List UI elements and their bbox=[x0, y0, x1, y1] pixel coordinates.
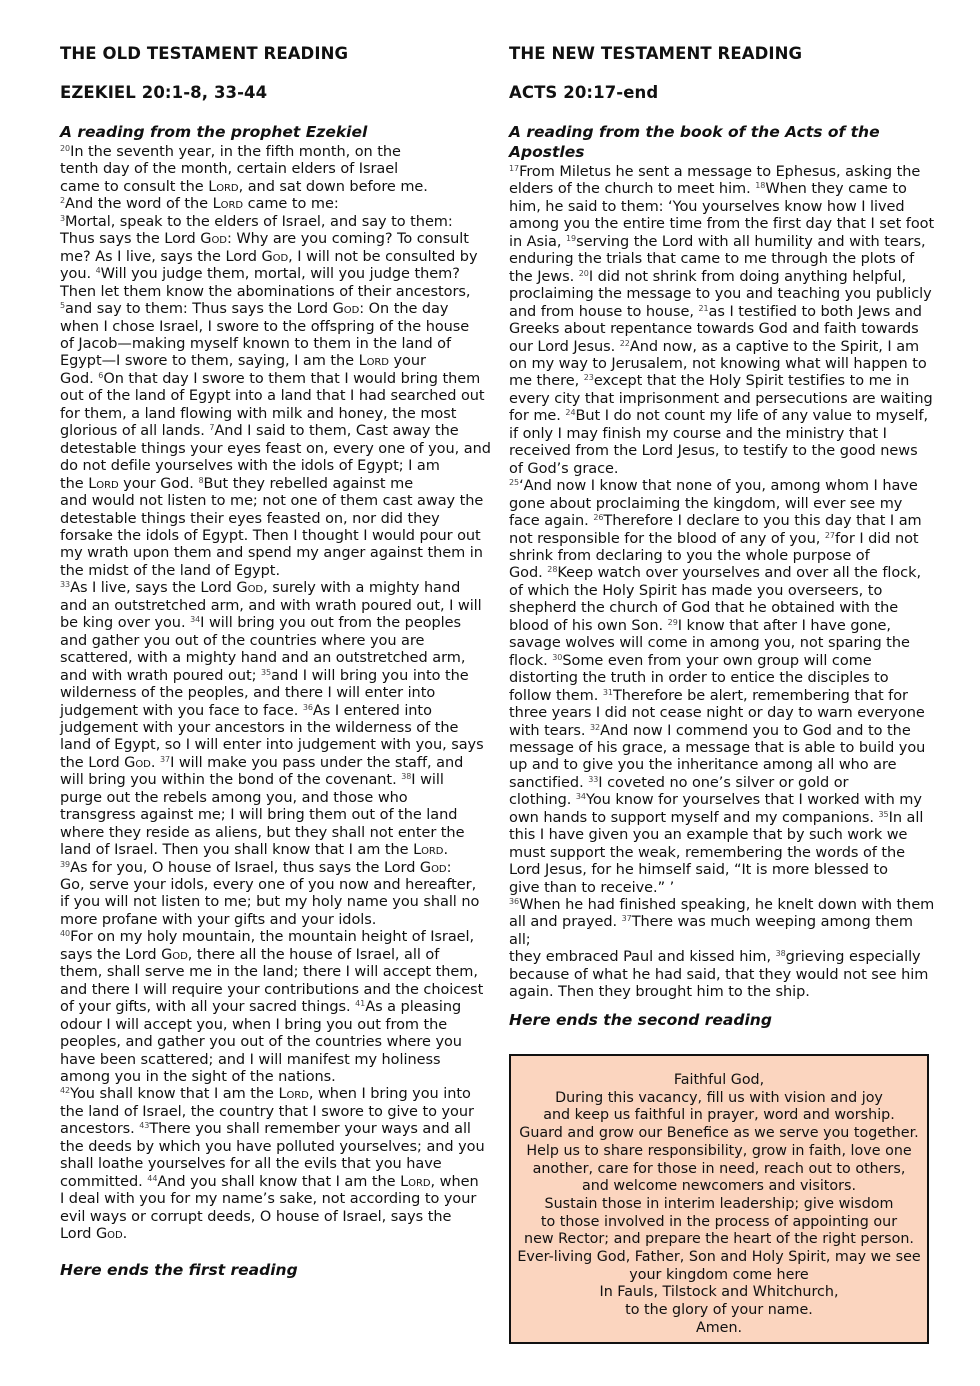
new-testament-column bbox=[509, 40, 939, 1030]
prayer-line: new Rector; and prepare the heart of the right person. bbox=[524, 1231, 914, 1248]
reading-reference: EZEKIEL 20:1-8, 33-44 bbox=[60, 83, 268, 102]
reading-end: Here ends the first reading bbox=[60, 1260, 298, 1279]
vacancy-prayer-box bbox=[509, 1054, 929, 1344]
old-testament-column bbox=[60, 40, 492, 1280]
prayer-line: Help us to share responsibility, grow in faith, love one bbox=[526, 1142, 912, 1159]
section-heading: THE OLD TESTAMENT READING bbox=[60, 44, 349, 63]
prayer-line: another, care for those in need, reach out to others, bbox=[532, 1160, 906, 1177]
prayer-line: and welcome newcomers and visitors. bbox=[581, 1178, 857, 1195]
prayer-line: Sustain those in interim leadership; give wisdom bbox=[544, 1195, 894, 1212]
prayer-line: and keep us faithful in prayer, word and worship. bbox=[543, 1107, 895, 1124]
reading-text: $^{17}$From Miletus he sent a message to Ephesus, asking the elders of the church to meet him. $^{18}$When they came to him, he said to them: ‘You yourselves know how I lived among you the entire time from the first day that I set foot in Asia, $^{19}$serving the Lord with all humility and with tears, enduring the trials that came to me through the plots of the Jews. $^{20}$I did not shrink from doing anything helpful, proclaiming the message to you and teaching you publicly and from house to house, $^{21}$as I testified to both Jews and Greeks about repentance towards God and faith towards our Lord Jesus. $^{22}$And now, as a captive to the Spirit, I am on my way to Jerusalem, not knowing what will happen to me there, $^{23}$except that the Holy Spirit testifies to me in every city that imprisonment and persecutions are waiting for me. $^{24}$But I do not count my life of any value to myself, if only I may finish my course and the ministry that I received from the Lord Jesus, to testify to the good news of God’s grace. $^{25}$‘And now I know that none of you, among whom I have gone about proclaiming the kingdom, will ever see my face again. $^{26}$Therefore I declare to you this day that I am not responsible for the blood of any of you, $^{27}$for I did not shrink from declaring to you the whole purpose of God. $^{28}$Keep watch over yourselves and over all the flock, of which the Holy Spirit has made you overseers, to shepherd the church of God that he obtained with the blood of his own Son. $^{29}$I know that after I have gone, savage wolves will come in among you, not sparing the flock. $^{30}$Some even from your own group will come distorting the truth in order to entice the disciples to follow them. $^{31}$Therefore be alert, remembering that for three years I did not cease night or day to warn everyone with tears. $^{32}$And now I commend you to God and to the message of his grace, a message that is able to build you up and to give you the inheritance among all who are sanctified. $^{33}$I coveted no one’s silver or gold or clothing. $^{34}$You know for yourselves that I worked with my own hands to support myself and my companions. $^{35}$In all this I have given you an example that by such work we must support the weak, remembering the words of the Lord Jesus, for he himself said, “It is more blessed to give than to receive.” ’ $^{36}$When he had finished speaking, he knelt down with them all and prayed. $^{37}$There was much weeping among them all; they embraced Paul and kissed him, $^{38}$grieving especially because of what he had said, that they would not see him again. Then they brought him to the ship. bbox=[509, 164, 935, 1001]
reading-intro: A reading from the prophet Ezekiel bbox=[60, 123, 368, 141]
prayer-line: Ever-living God, Father, Son and Holy Spirit, may we see bbox=[517, 1249, 921, 1266]
reading-text: $^{20}$In the seventh year, in the fifth month, on the tenth day of the month, certain elders of Israel came to consult the Lord, and sat down before me. $^2$And the word of the Lord came to me: $^3$Mortal, speak to the elders of Israel, and say to them: Thus says the Lord God: Why are you coming? To consult me? As I live, says the Lord God, I will not be consulted by you. $^4$Will you judge them, mortal, will you judge them? Then let them know the abominations of their ancestors, $^5$and say to them: Thus says the Lord God: On the day when I chose Israel, I swore to the offspring of the house of Jacob—making myself known to them in the land of Egypt—I swore to them, saying, I am the Lord your God. $^6$On that day I swore to them that I would bring them out of the land of Egypt into a land that I had searched out for them, a land flowing with milk and honey, the most glorious of all lands. $^7$And I said to them, Cast away the detestable things your eyes feast on, every one of you, and do not defile yourselves with the idols of Egypt; I am the Lord your God. $^8$But they rebelled against me and would not listen to me; not one of them cast away the detestable things their eyes feasted on, nor did they forsake the idols of Egypt. Then I thought I would pour out my wrath upon them and spend my anger against them in the midst of the land of Egypt. $^{33}$As I live, says the Lord God, surely with a mighty hand and an outstretched arm, and with wrath poured out, I will be king over you. $^{34}$I will bring you out from the peoples and gather you out of the countries where you are scattered, with a mighty hand and an outstretched arm, and with wrath poured out; $^{35}$and I will bring you into the wilderness of the peoples, and there I will enter into judgement with you face to face. $^{36}$As I entered into judgement with your ancestors in the wilderness of the land of Egypt, so I will enter into judgement with you, says the Lord God. $^{37}$I will make you pass under the staff, and will bring you within the bond of the covenant. $^{38}$I will purge out the rebels among you, and those who transgress against me; I will bring them out of the land where they reside as aliens, but they shall not enter the land of Israel. Then you shall know that I am the Lord. $^{39}$As for you, O house of Israel, thus says the Lord God: Go, serve your idols, every one of you now and hereafter, if you will not listen to me; but my holy name you shall no more profane with your gifts and your idols. $^{40}$For on my holy mountain, the mountain height of Israel, says the Lord God, there all the house of Israel, all of them, shall serve me in the land; there I will accept them, and there I will require your contributions and the choicest of your gifts, with all your sacred things. $^{41}$As a pleasing odour I will accept you, when I bring you out from the peoples, and gather you out of the countries where you have been scattered; and I will manifest my holiness among you in the sight of the nations. $^{42}$You shall know that I am the Lord, when I bring you into the land of Israel, the country that I swore to give to your ancestors. $^{43}$There you shall remember your ways and all the deeds by which you have polluted yourselves; and you shall loathe yourselves for all the evils that you have committed. $^{44}$And you shall know that I am the Lord, when I deal with you for my name’s sake, not according to your evil ways or corrupt deeds, O house of Israel, says the Lord God. bbox=[60, 144, 491, 1243]
prayer-line: to those involved in the process of appointing our bbox=[540, 1213, 898, 1230]
prayer-line: your kingdom come here bbox=[629, 1266, 809, 1283]
reading-reference: ACTS 20:17-end bbox=[509, 83, 659, 102]
prayer-line: In Fauls, Tilstock and Whitchurch, bbox=[599, 1284, 839, 1301]
prayer-line: During this vacancy, fill us with vision and joy bbox=[555, 1089, 883, 1106]
prayer-line: Faithful God, bbox=[673, 1072, 765, 1088]
reading-intro: A reading from the book of the Acts of the Apostles bbox=[509, 123, 880, 161]
section-heading: THE NEW TESTAMENT READING bbox=[509, 44, 803, 63]
prayer-line: to the glory of your name. bbox=[625, 1302, 813, 1319]
reading-end: Here ends the second reading bbox=[509, 1010, 772, 1029]
prayer-line: Guard and grow our Benefice as we serve you together. bbox=[519, 1125, 919, 1142]
prayer-line: Amen. bbox=[695, 1319, 743, 1336]
